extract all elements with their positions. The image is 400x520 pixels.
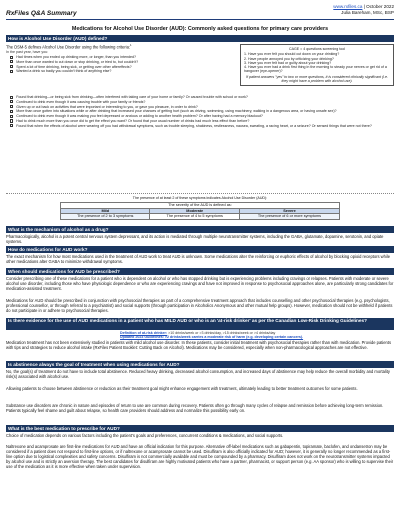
best-medication-body-1: Choice of medication depends on various factors including the patient's goals and preferences, concurrent conditions & medications, and social supports.: [6, 433, 284, 438]
checkbox[interactable]: [10, 100, 13, 103]
severity-value-mild: The presence of 2 to 3 symptoms: [61, 214, 150, 220]
abstinence-body-2: Allowing patients to choose between abstinence or reduction as their treatment goal might enhance engagement with treatment, ultimately leading to better treatment outcomes for some patients.: [6, 386, 358, 391]
severity-level-moderate: Moderate: [150, 208, 239, 214]
updated-guidelines-link[interactable]: Updated 2023 Guidelines: >2 drinks/week carries a moderate risk of harm (e.g. developing certain cancers).: [120, 335, 304, 340]
section-heading-aud-definition: How is Alcohol Use Disorder (AUD) defined?: [6, 35, 394, 42]
checkbox[interactable]: [10, 124, 13, 127]
criteria-item: Given up or cut back on activities that were important or interesting to you, or gave you pleasure, in order to drink?: [6, 105, 394, 109]
criteria-item: Found that when the effects of alcohol were wearing off you had withdrawal symptoms, such as trouble sleeping, shakiness, restlessness, nausea, sweating, a racing heart, or a seizure? Or sensed things that were not there?: [6, 124, 394, 128]
abstinence-body-1: No, the goal(s) of treatment do not have to include total abstinence. Reduced heavy drinking, decreased alcohol consumption, and increased days of abstinence may help reduce the overall morbidity and mortality risk(s) associated with alcohol use.: [6, 369, 390, 380]
when-prescribe-body-2: Medications for AUD should be prescribed in conjunction with psychosocial therapies as part of a comprehensive treatment approach that includes counselling and other psychosocial therapies (e.g. psychologists, professional counsellor, or through referral to a psychiatrist) and social supports (through participation in Alcoholics Anonymous and other mutual help groups). However, medication should not be withheld if patients do not participate in or adhere to psychosocial therapies.: [6, 298, 393, 314]
cage-note: If patient answers "yes" to two or more questions, it is considered clinically significant (i.e. they might have a problem with alcohol use).: [246, 74, 388, 84]
series-title: RxFiles Q&A Summary: [6, 10, 77, 17]
header-meta: www.rxfiles.ca | October 2022 Julia Bareham, MSc, BSP: [333, 4, 394, 16]
section-heading-how-work: How do medications for AUD work?: [6, 246, 394, 253]
severity-level-severe: Severe: [239, 208, 339, 214]
publish-date: October 2022: [366, 4, 394, 9]
best-medication-body-2: Naltrexone and acamprosate are first-line medications for AUD and have an official indication for this purpose. Alternative off-label medications such as gabapentin, topiramate, baclofen, and ondansetron may be considered if a patient does not respond to first-line options, or if naltrexone or acamprosate cannot be used. Disulfiram is also officially indicated for AUD; however, it is generally no longer recommended as a first-line option due to logistical complexities and safety concerns. Disulfiram is not commercially available and must be compounded by a pharmacy. Disulfiram does not work on the neurotransmitter systems impacted by alcohol use and is strictly an aversion therapy. The best candidates for disulfiram are highly motivated patients who have a partner, pharmacist, or support person (e.g. AA sponsor) who is willing to supervise their use of the medication as it is more effective when taken under supervision.: [6, 444, 394, 470]
checkbox[interactable]: [10, 110, 13, 113]
severity-level-mild: Mild: [61, 208, 150, 214]
how-work-body: The exact mechanism for how most medications used in the treatment of AUD work to treat AUD is unknown. Some medications alter the reinforcing or euphoric effects of alcohol by blocking opioid receptors while other medications alter GABA to minimize withdrawal symptoms.: [6, 254, 391, 265]
dsm5-criteria-checklist: [6, 55, 236, 74]
divider: [6, 193, 394, 194]
criteria-lead: In the past year, have you:: [6, 50, 49, 54]
checkbox[interactable]: [10, 96, 13, 99]
authors: Julia Bareham, MSc, BSP: [341, 10, 394, 16]
severity-caption: The presence of at least 2 of these symptoms indicates Alcohol Use Disorder (AUD):: [132, 196, 268, 200]
website-link[interactable]: www.rxfiles.ca: [333, 4, 363, 9]
section-heading-mild-aud: Is there evidence for the use of AUD medications in a patient who has MILD AUD or who is an 'at-risk drinker' as per the Canadian Low-Risk Drinking Guidelines?: [6, 318, 394, 330]
criteria-item: Had times when you ended up drinking more, or longer, than you intended?: [6, 55, 236, 59]
section-heading-abstinence: Is abstinence always the goal of treatment when using medications for AUD?: [6, 361, 394, 368]
dsm5-intro: The DSM-5 defines Alcohol Use Disorder using the following criteria:$^1$: [6, 43, 132, 50]
severity-table: [60, 202, 340, 220]
criteria-item: Had to drink much more than you once did to get the effect you want? Or found that your usual number of drinks had much less effect than before?: [6, 119, 394, 123]
mechanism-body: Pharmacologically, alcohol is a potent central nervous system depressant, and its action is mediated through multiple neurotransmitter systems, including the GABA, glutamate, dopamine, serotonin, and opiate systems.: [6, 234, 384, 245]
criteria-item: Continued to drink even though it was causing trouble with your family or friends?: [6, 100, 394, 104]
criteria-item: Spent a lot of time drinking, being sick, or getting over other aftereffects?: [6, 65, 236, 69]
cage-item: 4. Have you ever had a drink first thing in the morning to steady your nerves or get rid of a hangover (eye-opener)?: [244, 65, 387, 74]
checkbox[interactable]: [10, 105, 13, 108]
section-heading-mechanism: What is the mechanism of alcohol as a drug?: [6, 226, 394, 233]
cage-title: CAGE = 4 questions screening tool: [288, 47, 346, 51]
cage-item: 2. Have people annoyed you by criticizing your drinking?: [244, 56, 334, 61]
section-heading-when-prescribe: When should medications for AUD be prescribed?: [6, 268, 394, 275]
severity-value-moderate: The presence of 4 to 5 symptoms: [150, 214, 239, 220]
checkbox[interactable]: [10, 119, 13, 122]
criteria-item: More than once wanted to cut down or stop drinking, or tried to, but couldn't?: [6, 60, 236, 64]
cage-screening-box: [240, 44, 394, 86]
checkbox[interactable]: [10, 56, 13, 59]
at-risk-definition: Definition of at-risk drinker: >10 drinks/week or >3 drinks/day, >15 drinks/week or >4 drinks/day Updated 2023 Guidelines: >2 drinks/week carries a moderate risk of harm (e.g. developing certain cancers).: [120, 331, 304, 340]
section-heading-best-medication: What is the best medication to prescribe for AUD?: [6, 425, 394, 432]
criteria-item: Continued to drink even though it was making you feel depressed or anxious or adding to another health problem? Or after having had a memory blackout?: [6, 114, 394, 118]
at-risk-definition-link[interactable]: Definition of at-risk drinker:: [120, 331, 168, 335]
severity-value-severe: The presence of 6 or more symptoms: [239, 214, 339, 220]
checkbox[interactable]: [10, 65, 13, 68]
abstinence-body-3: Substance use disorders are chronic in nature and episodes of return to use are common during recovery. Patients often go through many cycles of relapse and remission before achieving long-term remission. Patients typically feel shame and guilt about relapse, so health care providers should address and normalize this possibility early on.: [6, 403, 384, 414]
criteria-item: Wanted a drink so badly you couldn't think of anything else?: [6, 69, 236, 73]
dsm5-criteria-checklist-cont: [6, 95, 394, 129]
criteria-item: Found that drinking—or being sick from drinking—often interfered with taking care of your home or family? Or caused trouble with school or work?: [6, 95, 394, 99]
checkbox[interactable]: [10, 70, 13, 73]
cage-item: 1. Have you ever felt you should cut down on your drinking?: [244, 52, 340, 57]
mild-aud-body: Medication treatment has not been extensively studied in patients with mild alcohol use disorder. In these patients, consider initial treatment with psychosocial therapies rather than with medication. Provide patients with tips and strategies to reduce alcohol intake (RxFiles Patient Booklet: Cutting Back on Alcohol). Medications may be considered, especially when non-pharmacological approaches are not effective.: [6, 340, 392, 351]
checkbox[interactable]: [10, 60, 13, 63]
criteria-item: More than once gotten into situations while or after drinking that increased your chances of getting hurt (such as driving, swimming, using machinery, walking in a dangerous area, or having unsafe sex)?: [6, 109, 394, 113]
header-rule: [6, 19, 394, 20]
when-prescribe-body-1: Consider prescribing one of these medications for a patient who is dependent on alcohol or who has stopped drinking but is experiencing problems including cravings or relapses. Patients with moderate or severe alcohol use disorder, including those who have physiologic dependence or who are experiencing cravings and have not improved in response to psychosocial approaches alone, are particularly strong candidates for medication-assisted treatment.: [6, 276, 394, 292]
checkbox[interactable]: [10, 115, 13, 118]
cage-item: 3. Have you ever felt bad or guilty about your drinking?: [244, 60, 332, 65]
severity-table-title: The severity of the AUD is defined as:: [61, 203, 340, 209]
document-title: Medications for Alcohol Use Disorder (AUD): Commonly asked questions for primary care providers: [71, 26, 329, 32]
